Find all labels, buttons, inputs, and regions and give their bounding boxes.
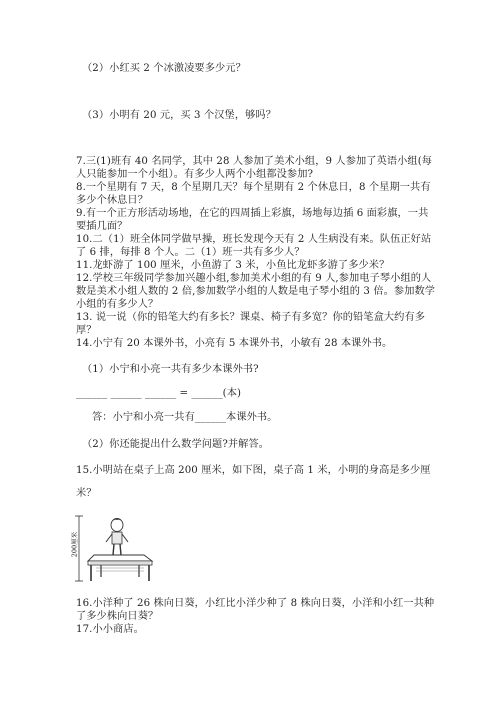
question-15-line1: 15.小明站在桌子上高 200 厘米，如下图，桌子高 1 米，小明的身高是多少厘 <box>76 465 431 476</box>
question-11: 11.龙虾游了 100 厘米，小鱼游了 3 米，小鱼比龙虾多游了多少米？ <box>76 260 390 271</box>
question-7-line2: 人只能参加一个小组）。有多少人两个小组都没参加? <box>76 169 314 180</box>
question-13-line2: 厚？ <box>76 325 97 336</box>
question-9-line1: 9.有一个正方形活动场地，在它的四周插上彩旗，场地每边插 6 面彩旗，一共 <box>76 208 429 219</box>
answer-blank-equation: ______ ______ ______ = ______(本) <box>76 388 242 399</box>
question-16-line1: 16.小洋种了 26 株向日葵，小红比小洋少种了 8 株向日葵，小洋和小红一共种 <box>76 598 435 609</box>
question-14-1: （1）小宁和小亮一共有多少本课外书? <box>82 364 259 375</box>
question-14-2: （2）你还能提出什么数学问题?并解答。 <box>82 439 270 450</box>
question-16-line2: 了多少株向日葵？ <box>76 611 159 622</box>
question-10-line2: 了 6 排，每排 8 个人。二（1）班一共有多少人？ <box>76 247 305 258</box>
question-10-line1: 10.二（1）班全体同学做早操，班长发现今天有 2 人生病没有来。队伍正好站 <box>76 234 432 245</box>
question-2-2: （2）小红买 2 个冰激凌要多少元？ <box>82 63 246 74</box>
answer-sentence: 答：小宁和小亮一共有______本课外书。 <box>92 412 278 423</box>
question-14: 14.小宁有 20 本课外书，小亮有 5 本课外书，小敏有 28 本课外书。 <box>76 338 393 349</box>
question-2-3: （3）小明有 20 元，买 3 个汉堡，够吗？ <box>82 110 276 121</box>
question-15-line2: 米？ <box>76 488 97 499</box>
height-label: 200厘米 <box>70 531 79 558</box>
question-8-line2: 多少个休息日？ <box>76 195 149 206</box>
figure-illustration <box>70 513 170 588</box>
question-12-line2: 数是美术小组人数的 2 倍,参加数学小组的人数是电子琴小组的 3 倍。参加数学 <box>76 286 436 297</box>
question-12-line3: 小组的有多少人？ <box>76 299 159 310</box>
question-9-line2: 要插几面？ <box>76 221 128 232</box>
question-8-line1: 8.一个星期有 7 天，8 个星期几天？每个星期有 2 个休息日，8 个星期一共有 <box>76 182 431 193</box>
question-13-line1: 13. 说一说（你的铅笔大约有多长？课桌、椅子有多宽？你的铅笔盒大约有多 <box>76 312 426 323</box>
question-7-line1: 7.三(1)班有 40 名同学，其中 28 人参加了美术小组，9 人参加了英语小组(每 <box>76 156 433 167</box>
question-17: 17.小小商店。 <box>76 624 144 635</box>
boy-on-table-figure <box>70 513 170 588</box>
question-12-line1: 12.学校三年级同学参加兴趣小组,参加美术小组的有 9 人,参加电子琴小组的人 <box>76 273 432 284</box>
